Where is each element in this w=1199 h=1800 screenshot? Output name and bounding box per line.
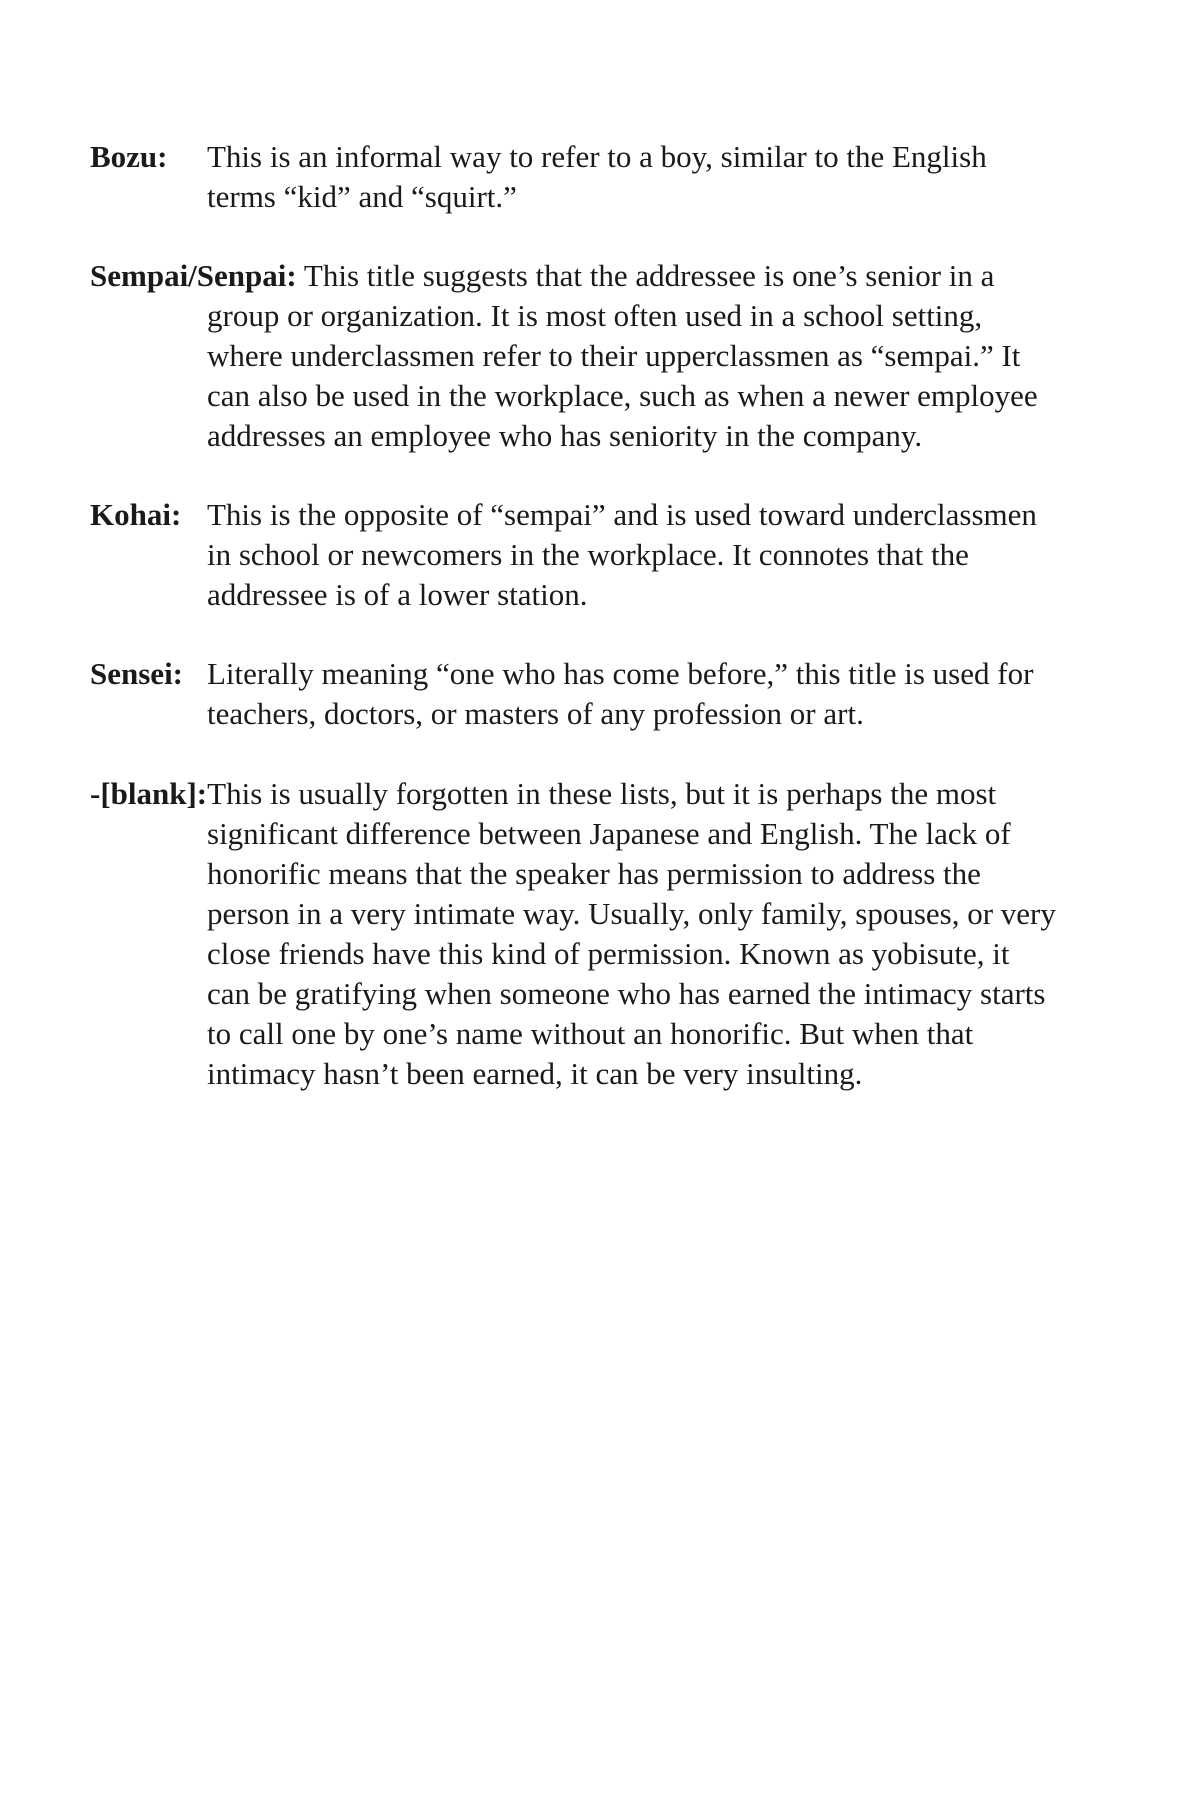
definition-line: intimacy hasn’t been earned, it can be very insulting. (207, 1056, 863, 1091)
definition-line: addressee is of a lower station. (207, 577, 588, 612)
entry-first-line (90, 137, 1120, 177)
definition-line: This is the opposite of “sempai” and is used toward underclassmen (207, 497, 1037, 532)
term-label: Sempai/Senpai: (90, 258, 297, 293)
definition-line: can be gratifying when someone who has earned the intimacy starts (207, 976, 1046, 1011)
definition-line: person in a very intimate way. Usually, only family, spouses, or very (207, 896, 1056, 931)
definition-line: addresses an employee who has seniority in the company. (207, 418, 923, 453)
definition-line: to call one by one’s name without an honorific. But when that (207, 1016, 974, 1051)
definition-line: honorific means that the speaker has permission to address the (207, 856, 981, 891)
definition-line: close friends have this kind of permission. Known as yobisute, it (207, 936, 1010, 971)
glossary-entry-sempai (90, 256, 1120, 456)
term-label: Kohai: (90, 497, 182, 532)
definition-line: terms “kid” and “squirt.” (207, 179, 517, 214)
term-label: -[blank]: (90, 776, 208, 811)
definition-line: significant difference between Japanese and English. The lack of (207, 816, 1011, 851)
definition-line: This title suggests that the addressee is one’s senior in a (303, 258, 995, 293)
term-label: Sensei: (90, 656, 183, 691)
definition-line: This is usually forgotten in these lists, but it is perhaps the most (207, 776, 997, 811)
definition-line: Literally meaning “one who has come before,” this title is used for (207, 656, 1034, 691)
definition-line: can also be used in the workplace, such as when a newer employee (207, 378, 1038, 413)
entry-first-line (90, 256, 1120, 296)
glossary-entry-sensei (90, 654, 1120, 734)
glossary-entry-bozu (90, 137, 1120, 217)
definition-line: group or organization. It is most often used in a school setting, (207, 298, 983, 333)
glossary-entry-kohai (90, 495, 1120, 615)
entry-first-line (90, 654, 1120, 694)
term-label: Bozu: (90, 139, 168, 174)
definition-line: in school or newcomers in the workplace. It connotes that the (207, 537, 969, 572)
glossary-entry-blank (90, 774, 1120, 1094)
entry-first-line (90, 774, 1120, 814)
definition-line: where underclassmen refer to their upperclassmen as “sempai.” It (207, 338, 1021, 373)
definition-line: This is an informal way to refer to a boy, similar to the English (207, 139, 987, 174)
entry-first-line (90, 495, 1120, 535)
definition-line: teachers, doctors, or masters of any profession or art. (207, 696, 864, 731)
